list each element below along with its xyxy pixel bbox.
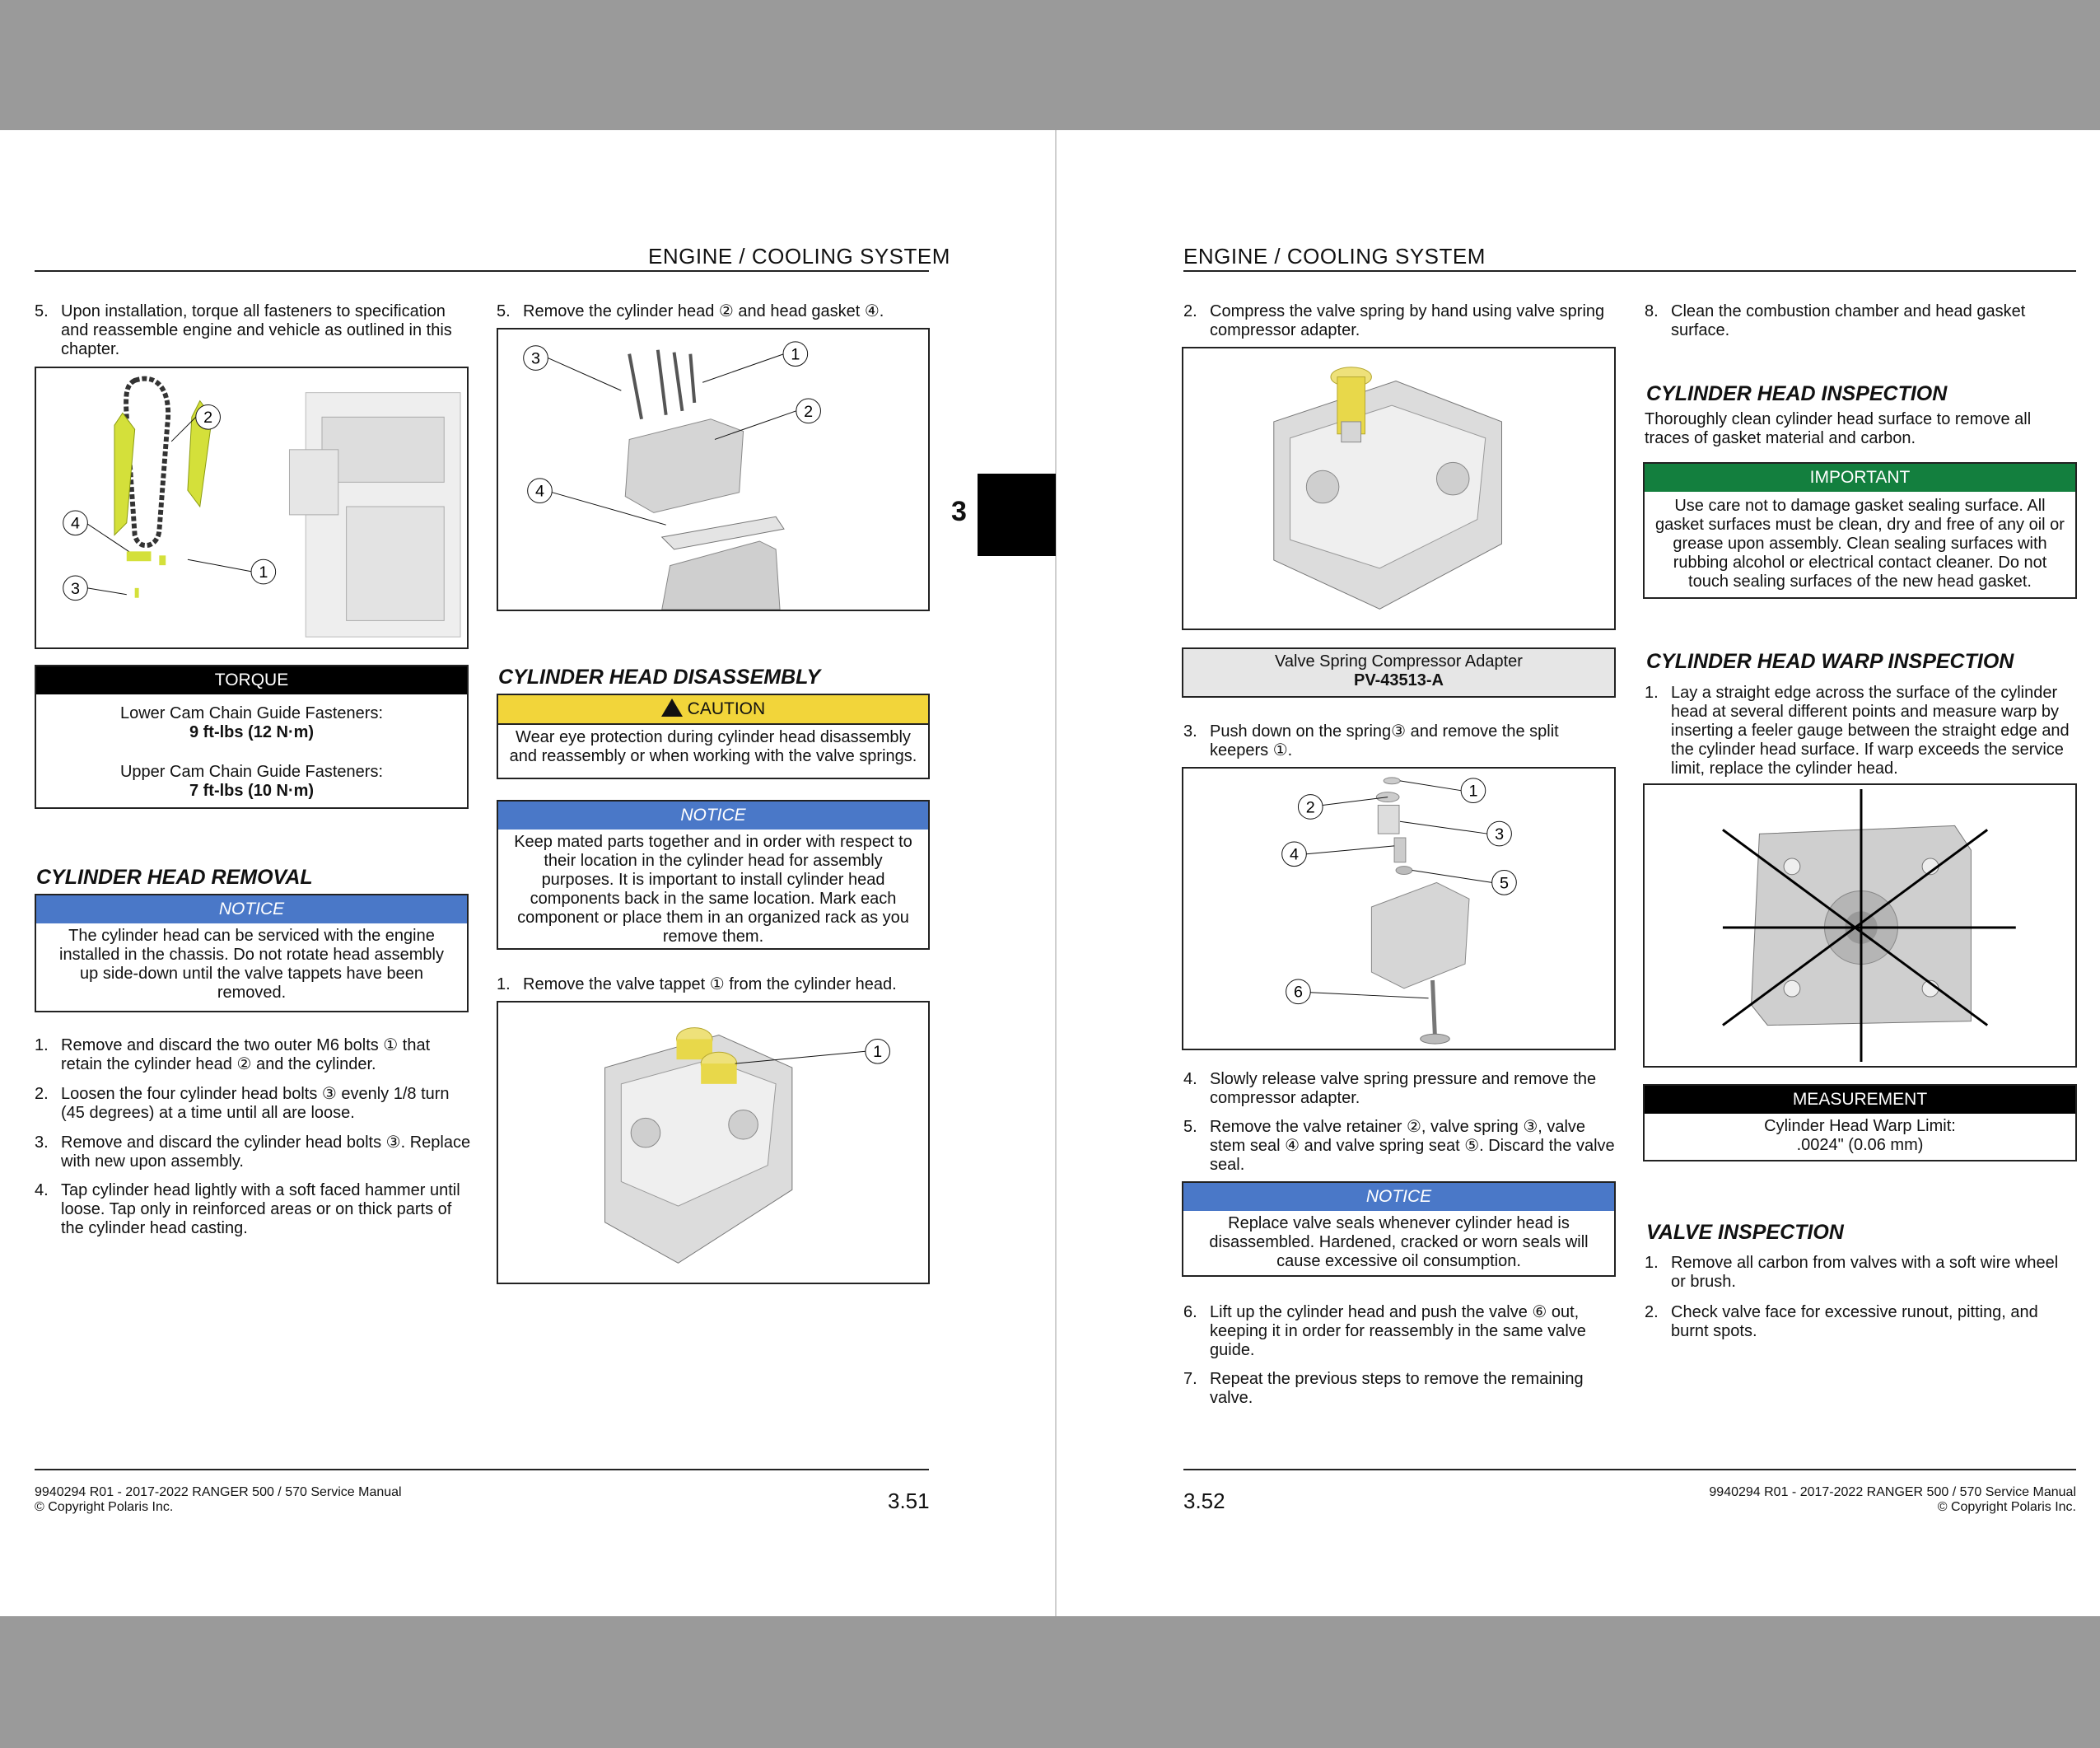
chapter-tab	[978, 474, 1056, 556]
warp-inspection-figure	[1643, 783, 2077, 1068]
valve-tappet-figure	[497, 1001, 930, 1284]
callout-label: 2	[203, 409, 213, 428]
callout-label: 4	[534, 482, 544, 501]
callout-label: 1	[791, 345, 800, 364]
callout-label: 3	[1495, 825, 1505, 844]
caution-title: CAUTION	[687, 699, 766, 718]
caution-box	[497, 694, 930, 779]
notice-text: Replace valve seals whenever cylinder head is disassembled. Hardened, cracked or worn seals will cause excessive oil consumption.	[1209, 1214, 1589, 1270]
footer-manual-title: 9940294 R01 - 2017-2022 RANGER 500 / 570 Service Manual	[1709, 1485, 2076, 1499]
callout-label: 1	[259, 563, 268, 582]
notice-title: NOTICE	[1183, 1183, 1614, 1211]
tool-part-number: PV-43513-A	[1354, 671, 1444, 689]
notice-title: NOTICE	[498, 802, 928, 830]
valve-components-figure	[1182, 767, 1616, 1050]
head-removal-figure	[497, 328, 930, 611]
header-rule-right	[1183, 270, 2076, 272]
chapter-number: 3	[951, 496, 967, 527]
footer-rule-right	[1183, 1469, 2076, 1470]
callout-label: 2	[804, 402, 814, 421]
warning-triangle-icon	[661, 699, 683, 717]
footer-copyright: © Copyright Polaris Inc.	[35, 1500, 174, 1514]
torque-box	[35, 665, 469, 809]
callout-label: 3	[531, 349, 541, 368]
page-gutter	[1055, 130, 1057, 1616]
caution-text: Wear eye protection during cylinder head disassembly and reassembly or when working with the valve springs.	[498, 723, 928, 769]
callout-label: 4	[71, 514, 81, 533]
cam-chain-figure	[35, 367, 469, 649]
valve-seal-notice-box	[1182, 1181, 1616, 1277]
footer-copyright: © Copyright Polaris Inc.	[1937, 1500, 2076, 1514]
torque-lower-value: 9 ft-lbs (12 N·m)	[189, 723, 315, 741]
torque-lower-label: Lower Cam Chain Guide Fasteners:	[119, 704, 384, 722]
measurement-box	[1643, 1084, 2077, 1161]
running-header-left: ENGINE / COOLING SYSTEM	[648, 244, 950, 269]
page-number: 3.51	[888, 1489, 930, 1513]
callout-label: 5	[1500, 874, 1509, 893]
important-title: IMPORTANT	[1645, 464, 2075, 492]
header-rule-left	[35, 270, 929, 272]
inspection-text: Thoroughly clean cylinder head surface to remove all traces of gasket material and carbon.	[1645, 410, 2032, 447]
notice-title: NOTICE	[36, 895, 467, 923]
important-text: Use care not to damage gasket sealing surface. All gasket surfaces must be clean, dry and free of any oil or grease upon assembly. Clean sealing surfaces with rubbing alcohol or electrical contact cleaner. Do not touch sealing surfaces of the new head gasket.	[1655, 497, 2065, 591]
callout-label: 1	[1468, 782, 1478, 801]
section-title-valve-inspection: VALVE INSPECTION	[1646, 1221, 1844, 1244]
torque-upper-value: 7 ft-lbs (10 N·m)	[189, 782, 315, 800]
section-title-disassembly: CYLINDER HEAD DISASSEMBLY	[498, 666, 821, 689]
disassembly-notice-box	[497, 800, 930, 950]
torque-title: TORQUE	[36, 666, 467, 694]
tool-name: Valve Spring Compressor Adapter	[1275, 652, 1523, 671]
footer-rule-left	[35, 1469, 929, 1470]
measurement-label: Cylinder Head Warp Limit:	[1764, 1117, 1956, 1135]
tool-box	[1182, 647, 1616, 698]
important-box	[1643, 462, 2077, 599]
running-header-right: ENGINE / COOLING SYSTEM	[1183, 244, 1486, 269]
measurement-value: .0024" (0.06 mm)	[1796, 1136, 1924, 1154]
footer-manual-title: 9940294 R01 - 2017-2022 RANGER 500 / 570 Service Manual	[35, 1485, 402, 1499]
torque-upper-label: Upper Cam Chain Guide Fasteners:	[119, 763, 384, 781]
viewer-top-bar	[0, 0, 2100, 130]
callout-label: 3	[71, 579, 81, 598]
measurement-title: MEASUREMENT	[1645, 1086, 2075, 1114]
callout-label: 2	[1305, 798, 1315, 817]
callout-label: 4	[1290, 845, 1299, 864]
valve-spring-compressor-figure	[1182, 347, 1616, 630]
section-title-removal: CYLINDER HEAD REMOVAL	[36, 866, 313, 889]
removal-notice-box	[35, 894, 469, 1012]
notice-text: Keep mated parts together and in order with respect to their location in the cylinder head for assembly purposes. It is important to install cylinder head components back in the same location. Mark each component or place them in an organized rack as you remove them.	[514, 833, 912, 946]
callout-label: 6	[1293, 983, 1303, 1002]
page-number: 3.52	[1183, 1489, 1225, 1513]
section-title-warp: CYLINDER HEAD WARP INSPECTION	[1646, 650, 2014, 673]
callout-label: 1	[873, 1043, 883, 1062]
section-title-inspection: CYLINDER HEAD INSPECTION	[1646, 382, 1948, 405]
viewer-bottom-bar	[0, 1616, 2100, 1748]
notice-text: The cylinder head can be serviced with the engine installed in the chassis. Do not rotate head assembly up side-down until the valve tappets have been removed.	[59, 927, 444, 1002]
